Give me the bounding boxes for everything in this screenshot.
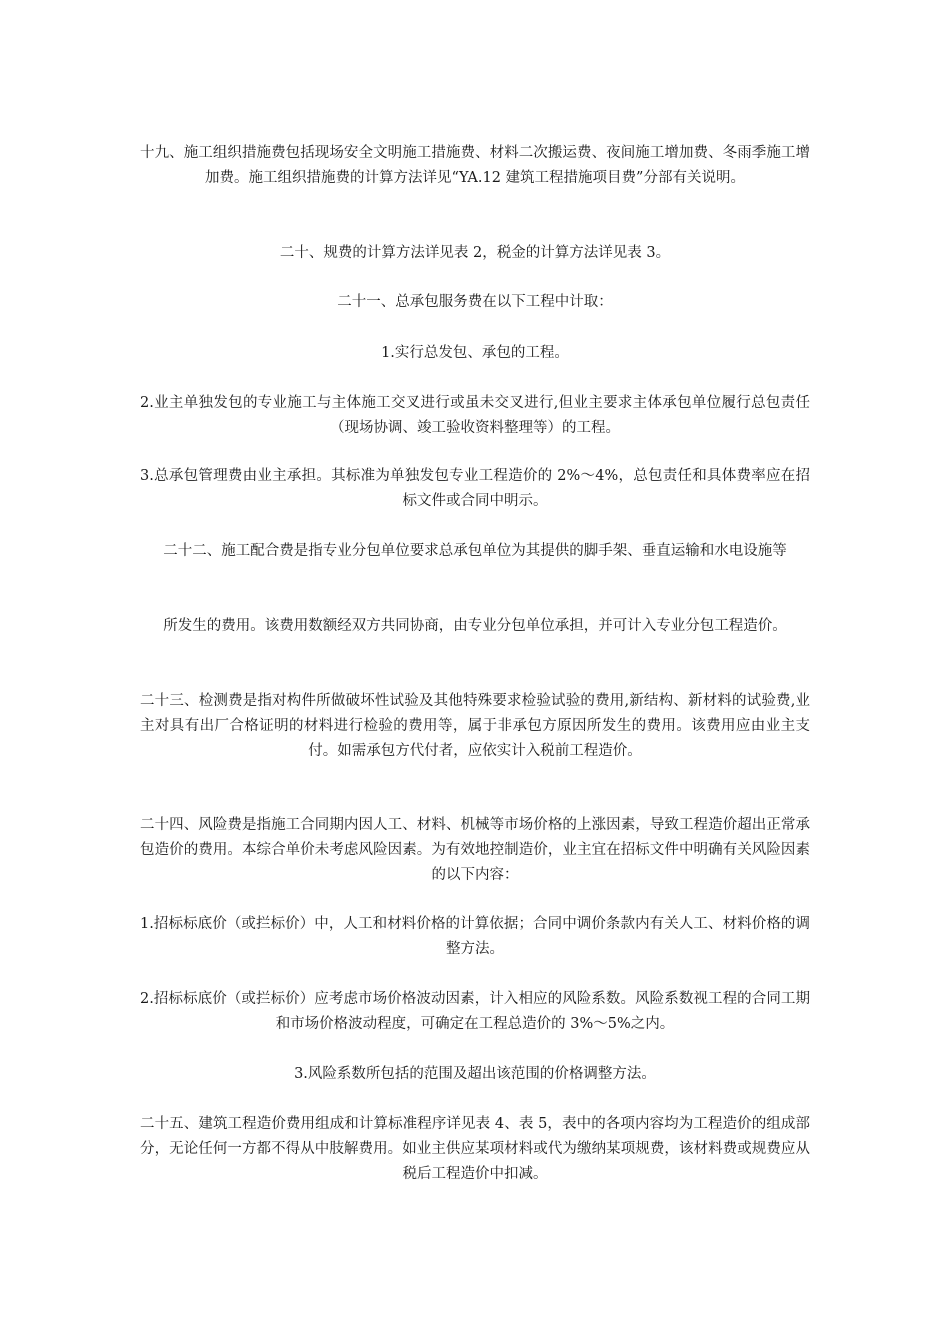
paragraph-22: 二十二、施工配合费是指专业分包单位要求总承包单位为其提供的脚手架、垂直运输和水电设施等 <box>163 543 787 559</box>
paragraph-21: 二十一、总承包服务费在以下工程中计取： <box>337 294 613 310</box>
paragraph-24-item-2: 2.招标标底价（或拦标价）应考虑市场价格波动因素，计入相应的风险系数。风险系数视工程的合同工期和市场价格波动程度，可确定在工程总造价的 3%～5%之内。 <box>140 991 810 1032</box>
paragraph-24-item-3: 3.风险系数所包括的范围及超出该范围的价格调整方法。 <box>294 1066 656 1082</box>
paragraph-21-item-3: 3.总承包管理费由业主承担。其标准为单独发包专业工程造价的 2%～4%，总包责任和具体费率应在招标文件或合同中明示。 <box>140 468 810 509</box>
paragraph-19: 十九、施工组织措施费包括现场安全文明施工措施费、材料二次搬运费、夜间施工增加费、冬雨季施工增加费。施工组织措施费的计算方法详见“YA.12 建筑工程措施项目费”分部有关说明。 <box>140 145 810 186</box>
paragraph-24: 二十四、风险费是指施工合同期内因人工、材料、机械等市场价格的上涨因素，导致工程造价超出正常承包造价的费用。本综合单价未考虑风险因素。为有效地控制造价，业主宜在招标文件中明确有关风险因素的以下内容： <box>140 817 810 883</box>
paragraph-24-item-1: 1.招标标底价（或拦标价）中，人工和材料价格的计算依据；合同中调价条款内有关人工、材料价格的调整方法。 <box>140 916 810 957</box>
paragraph-23: 二十三、检测费是指对构件所做破坏性试验及其他特殊要求检验试验的费用,新结构、新材料的试验费,业主对具有出厂合格证明的材料进行检验的费用等，属于非承包方原因所发生的费用。该费用应由业主支付。如需承包方代付者，应依实计入税前工程造价。 <box>140 693 810 759</box>
paragraph-21-item-2: 2.业主单独发包的专业施工与主体施工交叉进行或虽未交叉进行,但业主要求主体承包单位履行总包责任（现场协调、竣工验收资料整理等）的工程。 <box>140 395 810 436</box>
paragraph-21-item-1: 1.实行总发包、承包的工程。 <box>381 345 569 361</box>
paragraph-20: 二十、规费的计算方法详见表 2，税金的计算方法详见表 3。 <box>279 245 671 261</box>
paragraph-25: 二十五、建筑工程造价费用组成和计算标准程序详见表 4、表 5，表中的各项内容均为工程造价的组成部分，无论任何一方都不得从中肢解费用。如业主供应某项材料或代为缴纳某项规费，该材料费或规费应从税后工程造价中扣减。 <box>140 1116 810 1182</box>
paragraph-22-continued: 所发生的费用。该费用数额经双方共同协商，由专业分包单位承担，并可计入专业分包工程造价。 <box>163 618 787 634</box>
